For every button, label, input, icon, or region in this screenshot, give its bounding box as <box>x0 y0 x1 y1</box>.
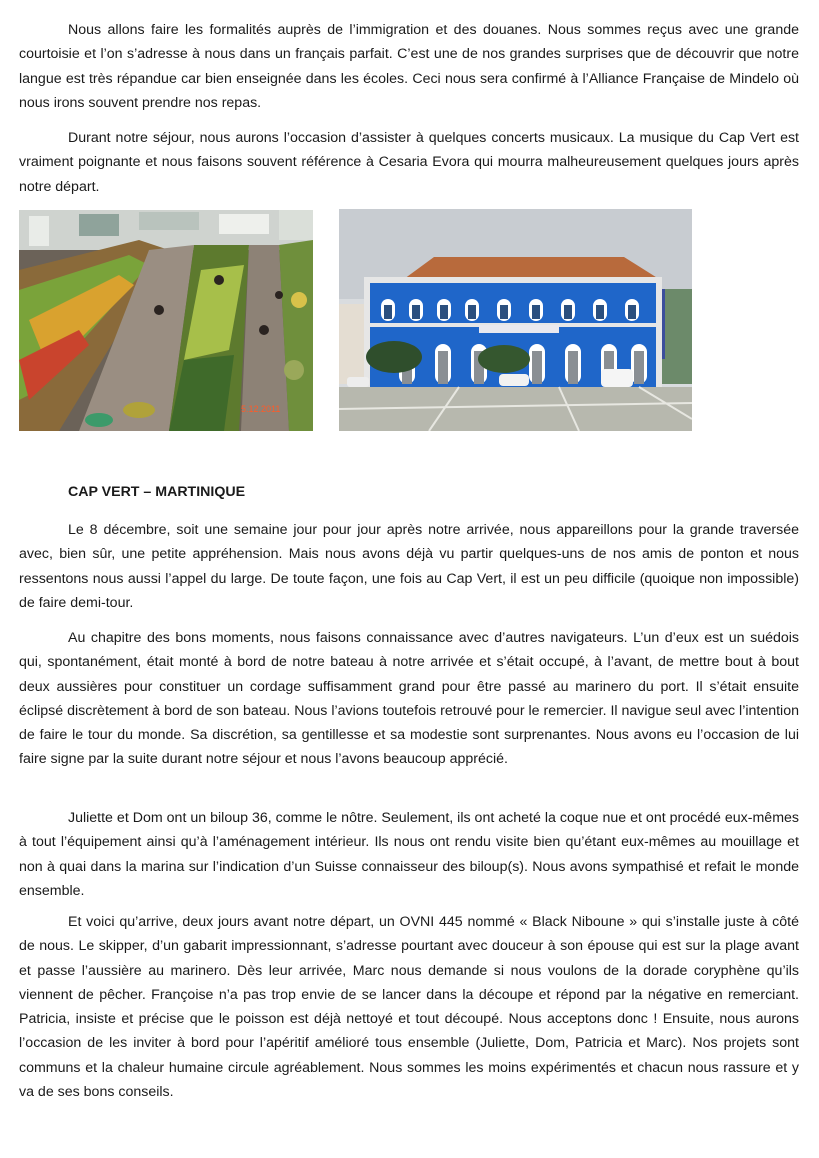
paragraph-juliette-dom: Juliette et Dom ont un biloup 36, comme le nôtre. Seulement, ils ont acheté la coque nue et ont procédé eux-mêmes à tout l’équipement ainsi qu’à l’aménagement intérieur. Ils nous ont rendu visite bien qu’étant eux-mêmes au mouillage et non à quai dans la marina sur l’indication d’un Suisse connaisseur des biloup(s). Nous avons sympathisé et refait le monde ensemble. <box>19 810 799 899</box>
paragraph-concerts: Durant notre séjour, nous aurons l’occasion d’assister à quelques concerts musicaux. La musique du Cap Vert est vraiment poignante et nous faisons souvent référence à Cesaria Evora qui mourra malheureusement quelques jours après notre départ. <box>19 130 799 195</box>
market-photo <box>19 210 313 431</box>
paragraph-black-niboune: Et voici qu’arrive, deux jours avant notre départ, un OVNI 445 nommé « Black Niboune » qui s’installe juste à côté de nous. Le skipper, d’un gabarit impressionnant, s’adresse pourtant avec douceur à son épouse qui est sur la plage avant et passe l’aussière au marinero. Dès leur arrivée, Marc nous demande si nous voulons de la dorade coryphène qu’ils viennent de pêcher. Françoise n’a pas trop envie de se lancer dans la découpe et répond par la négative en remerciant. Patricia, insiste et précise que le poisson est déjà nettoyé et tout découpé. Nous acceptons donc ! Ensuite, nous aurons l’occasion de les inviter à bord pour l’apéritif amélioré tous ensemble (Juliette, Dom, Patricia et Marc). Nos projets sont communs et la chaleur humaine circule agréablement. Nous sommes les moins expérimentés et chacun nous rassure et y va de ses bons conseils. <box>19 914 799 1101</box>
paragraph-departure: Le 8 décembre, soit une semaine jour pour jour après notre arrivée, nous appareillons pour la grande traversée avec, bien sûr, une petite appréhension. Mais nous avons déjà vu partir quelques-uns de nos amis de ponton et nous ressentons nous aussi l’appel du large. De toute façon, une fois au Cap Vert, il est un peu difficile (quoique non impossible) de faire demi-tour. <box>19 522 799 611</box>
date-stamp: 5.12.2011 <box>241 404 281 414</box>
paragraph-swedish-sailor: Au chapitre des bons moments, nous faisons connaissance avec d’autres navigateurs. L’un d’eux est un suédois qui, spontanément, était monté à bord de notre bateau à notre arrivée et s’était occupé, à l’avant, de mettre bout à bout deux aussières pour constituer un cordage suffisamment grand pour être passé au marinero du port. Il s’était ensuite éclipsé discrètement à bord de son bateau. Nous l’avions toutefois retrouvé pour le remercier. Il navigue seul avec l’intention de faire le tour du monde. Sa discrétion, sa gentillesse et sa modestie sont surprenantes. Nous avons eu l’occasion de lui faire signe par la suite durant notre séjour et nous l’avons beaucoup apprécié. <box>19 630 799 768</box>
blue-building-photo <box>339 209 692 431</box>
paragraph-formalities: Nous allons faire les formalités auprès de l’immigration et des douanes. Nous sommes reçus avec une grande courtoisie et l’on s’adresse à nous dans un français parfait. C’est une de nos grandes surprises que de découvrir que notre langue est très répandue car bien enseignée dans les écoles. Ceci nous sera confirmé à l’Alliance Française de Mindelo où nous irons souvent prendre nos repas. <box>19 22 799 111</box>
section-heading: CAP VERT – MARTINIQUE <box>68 484 246 500</box>
